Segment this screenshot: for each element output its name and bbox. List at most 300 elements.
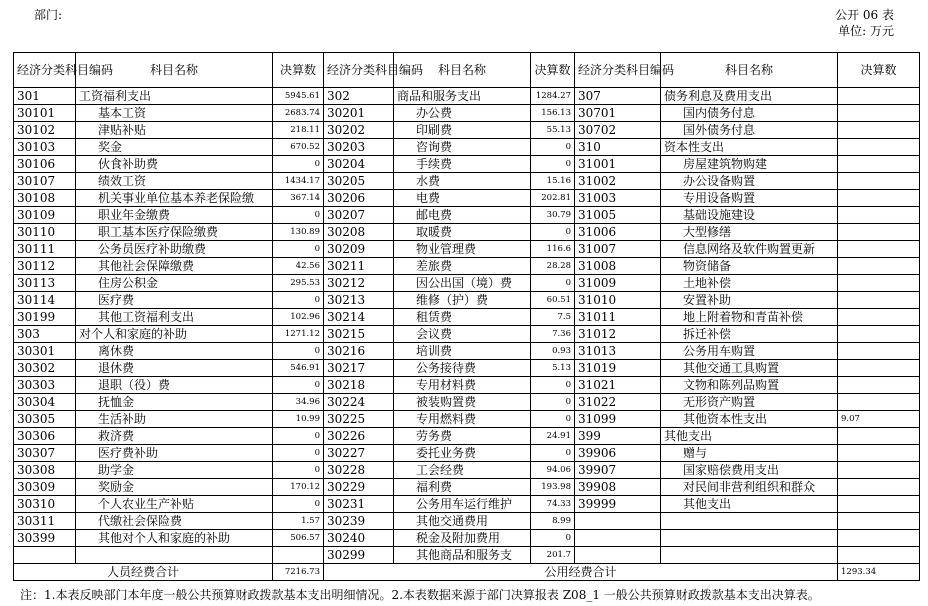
category-amount: 94.06: [531, 462, 575, 479]
category-code: 30209: [324, 241, 394, 258]
category-name: 奖励金: [76, 479, 273, 496]
category-code: 30215: [324, 326, 394, 343]
col-header-amount: 决算数: [273, 53, 324, 88]
category-amount: 5.13: [531, 360, 575, 377]
category-name: 专用燃料费: [394, 411, 531, 428]
category-amount: [838, 496, 920, 513]
category-code: 307: [575, 88, 661, 105]
category-code: 30101: [14, 105, 76, 122]
category-amount: 670.52: [273, 139, 324, 156]
category-code: 30299: [324, 547, 394, 564]
category-name: 劳务费: [394, 428, 531, 445]
category-code: 399: [575, 428, 661, 445]
table-row: [14, 241, 920, 258]
table-row: [14, 190, 920, 207]
category-code: 30310: [14, 496, 76, 513]
category-code: 31003: [575, 190, 661, 207]
table-row: [14, 360, 920, 377]
category-amount: [838, 343, 920, 360]
category-code: 30399: [14, 530, 76, 547]
col-header-code: 经济分类科目编码: [14, 53, 76, 88]
category-name: 地上附着物和青苗补偿: [661, 309, 838, 326]
category-name: 公务接待费: [394, 360, 531, 377]
category-amount: 193.98: [531, 479, 575, 496]
category-name: 福利费: [394, 479, 531, 496]
category-amount: 1271.12: [273, 326, 324, 343]
category-name: 其他商品和服务支: [394, 547, 531, 564]
category-code: 39908: [575, 479, 661, 496]
category-amount: [838, 428, 920, 445]
category-code: 31005: [575, 207, 661, 224]
category-name: [661, 513, 838, 530]
category-amount: [838, 275, 920, 292]
table-row: [14, 105, 920, 122]
category-code: 31001: [575, 156, 661, 173]
category-code: 30202: [324, 122, 394, 139]
category-code: 31012: [575, 326, 661, 343]
category-name: 印刷费: [394, 122, 531, 139]
category-amount: 116.6: [531, 241, 575, 258]
category-amount: 130.89: [273, 224, 324, 241]
category-code: 30308: [14, 462, 76, 479]
category-name: 其他工资福利支出: [76, 309, 273, 326]
category-amount: [838, 394, 920, 411]
category-name: 其他对个人和家庭的补助: [76, 530, 273, 547]
category-amount: [838, 292, 920, 309]
category-amount: 60.51: [531, 292, 575, 309]
category-code: 30240: [324, 530, 394, 547]
category-name: 离休费: [76, 343, 273, 360]
category-name: 税金及附加费用: [394, 530, 531, 547]
category-name: 基本工资: [76, 105, 273, 122]
category-name: 职业年金缴费: [76, 207, 273, 224]
category-name: 津贴补贴: [76, 122, 273, 139]
category-code: 302: [324, 88, 394, 105]
category-code: 31099: [575, 411, 661, 428]
personnel-total-label: 人员经费合计: [14, 564, 273, 581]
table-row: [14, 275, 920, 292]
category-code: 30106: [14, 156, 76, 173]
category-name: [661, 530, 838, 547]
category-code: 30102: [14, 122, 76, 139]
category-amount: [838, 530, 920, 547]
table-row: [14, 479, 920, 496]
category-code: 30205: [324, 173, 394, 190]
category-amount: [838, 122, 920, 139]
category-name: 医疗费补助: [76, 445, 273, 462]
category-name: 专用设备购置: [661, 190, 838, 207]
category-name: 住房公积金: [76, 275, 273, 292]
category-code: 30208: [324, 224, 394, 241]
category-code: 31013: [575, 343, 661, 360]
category-amount: 24.91: [531, 428, 575, 445]
category-name: 拆迁补偿: [661, 326, 838, 343]
category-amount: [838, 445, 920, 462]
category-code: 30228: [324, 462, 394, 479]
unit-label: 单位: 万元: [838, 24, 894, 38]
category-amount: 10.99: [273, 411, 324, 428]
category-code: 30303: [14, 377, 76, 394]
category-amount: [838, 462, 920, 479]
form-number: 公开 06 表: [835, 8, 894, 22]
category-amount: 7.36: [531, 326, 575, 343]
col-header-amount: 决算数: [531, 53, 575, 88]
category-name: 伙食补助费: [76, 156, 273, 173]
category-code: 30114: [14, 292, 76, 309]
col-header-code: 经济分类科目编码: [324, 53, 394, 88]
category-name: 物业管理费: [394, 241, 531, 258]
category-name: 国家赔偿费用支出: [661, 462, 838, 479]
category-amount: 1.57: [273, 513, 324, 530]
category-code: 39907: [575, 462, 661, 479]
personnel-total-value: 7216.73: [273, 564, 324, 581]
category-code: 30203: [324, 139, 394, 156]
category-amount: 2683.74: [273, 105, 324, 122]
category-amount: 55.13: [531, 122, 575, 139]
category-name: 其他交通费用: [394, 513, 531, 530]
public-total-value: 1293.34: [838, 564, 920, 581]
category-code: [14, 547, 76, 564]
table-row: [14, 411, 920, 428]
category-code: 30199: [14, 309, 76, 326]
category-code: 30201: [324, 105, 394, 122]
category-name: 水费: [394, 173, 531, 190]
category-code: 30311: [14, 513, 76, 530]
category-name: [661, 547, 838, 564]
category-amount: [838, 326, 920, 343]
public-total-label: 公用经费合计: [324, 564, 838, 581]
category-name: 其他支出: [661, 428, 838, 445]
category-amount: 74.33: [531, 496, 575, 513]
category-name: 工资福利支出: [76, 88, 273, 105]
category-name: 文物和陈列品购置: [661, 377, 838, 394]
category-amount: 42.56: [273, 258, 324, 275]
category-code: 31011: [575, 309, 661, 326]
category-name: 国外债务付息: [661, 122, 838, 139]
category-name: 公务用车运行维护: [394, 496, 531, 513]
category-code: 30231: [324, 496, 394, 513]
category-amount: 0: [531, 139, 575, 156]
category-amount: 0: [531, 411, 575, 428]
category-amount: [838, 105, 920, 122]
category-amount: [838, 88, 920, 105]
category-code: 30229: [324, 479, 394, 496]
category-amount: 15.16: [531, 173, 575, 190]
table-row: [14, 122, 920, 139]
category-amount: 0: [531, 530, 575, 547]
category-code: 30216: [324, 343, 394, 360]
category-code: 30204: [324, 156, 394, 173]
table-header-row: [14, 53, 920, 88]
category-code: 30113: [14, 275, 76, 292]
category-amount: [838, 139, 920, 156]
category-amount: 5945.61: [273, 88, 324, 105]
category-amount: 30.79: [531, 207, 575, 224]
category-name: 救济费: [76, 428, 273, 445]
category-name: 赠与: [661, 445, 838, 462]
category-amount: 8.99: [531, 513, 575, 530]
category-name: 会议费: [394, 326, 531, 343]
category-amount: [838, 258, 920, 275]
table-row: [14, 207, 920, 224]
category-amount: [838, 241, 920, 258]
category-amount: 0: [531, 275, 575, 292]
category-name: 土地补偿: [661, 275, 838, 292]
table-row: [14, 547, 920, 564]
category-name: 职工基本医疗保险缴费: [76, 224, 273, 241]
category-name: 信息网络及软件购置更新: [661, 241, 838, 258]
table-row: [14, 445, 920, 462]
department-label: 部门:: [34, 8, 63, 22]
category-name: 电费: [394, 190, 531, 207]
category-code: 30218: [324, 377, 394, 394]
category-code: 30213: [324, 292, 394, 309]
category-code: 30306: [14, 428, 76, 445]
category-name: [76, 547, 273, 564]
category-name: 邮电费: [394, 207, 531, 224]
category-amount: 0: [273, 496, 324, 513]
category-code: 30108: [14, 190, 76, 207]
category-name: 大型修缮: [661, 224, 838, 241]
table-row: [14, 292, 920, 309]
category-amount: 0: [531, 377, 575, 394]
category-amount: [838, 190, 920, 207]
category-code: 31008: [575, 258, 661, 275]
category-code: 30225: [324, 411, 394, 428]
category-name: 手续费: [394, 156, 531, 173]
table-row: [14, 258, 920, 275]
category-amount: [838, 207, 920, 224]
category-code: 31021: [575, 377, 661, 394]
table-row: [14, 513, 920, 530]
col-header-name: 科目名称: [661, 53, 838, 88]
category-code: 31007: [575, 241, 661, 258]
category-amount: 0: [531, 394, 575, 411]
category-name: 租赁费: [394, 309, 531, 326]
category-amount: 9.07: [838, 411, 920, 428]
category-amount: 0.93: [531, 343, 575, 360]
category-name: 其他交通工具购置: [661, 360, 838, 377]
category-code: 30227: [324, 445, 394, 462]
category-name: 工会经费: [394, 462, 531, 479]
category-code: 30211: [324, 258, 394, 275]
category-amount: 0: [273, 156, 324, 173]
category-amount: [838, 547, 920, 564]
category-amount: 0: [273, 377, 324, 394]
category-amount: 506.57: [273, 530, 324, 547]
category-code: 30224: [324, 394, 394, 411]
category-name: 取暖费: [394, 224, 531, 241]
category-name: 咨询费: [394, 139, 531, 156]
footnote: 注：1.本表反映部门本年度一般公共预算财政拨款基本支出明细情况。2.本表数据来源于部门决算报表 Z08_1 一般公共预算财政拨款基本支出决算表。: [20, 588, 820, 602]
category-amount: 201.7: [531, 547, 575, 564]
category-amount: 0: [273, 207, 324, 224]
category-name: 安置补助: [661, 292, 838, 309]
category-name: 机关事业单位基本养老保险缴: [76, 190, 273, 207]
category-amount: [838, 309, 920, 326]
category-amount: [838, 156, 920, 173]
category-amount: [838, 360, 920, 377]
category-name: 被装购置费: [394, 394, 531, 411]
category-name: 差旅费: [394, 258, 531, 275]
category-amount: 546.91: [273, 360, 324, 377]
category-name: 退休费: [76, 360, 273, 377]
category-code: 30302: [14, 360, 76, 377]
category-code: [575, 513, 661, 530]
category-amount: 218.11: [273, 122, 324, 139]
category-amount: 0: [273, 462, 324, 479]
category-code: 30309: [14, 479, 76, 496]
category-code: 303: [14, 326, 76, 343]
category-name: 奖金: [76, 139, 273, 156]
category-code: 30701: [575, 105, 661, 122]
category-name: 其他支出: [661, 496, 838, 513]
category-amount: [273, 547, 324, 564]
category-name: 对个人和家庭的补助: [76, 326, 273, 343]
category-amount: [838, 513, 920, 530]
category-code: 30307: [14, 445, 76, 462]
category-amount: 1434.17: [273, 173, 324, 190]
category-code: 30217: [324, 360, 394, 377]
table-row: [14, 343, 920, 360]
category-name: 无形资产购置: [661, 394, 838, 411]
category-amount: 0: [273, 292, 324, 309]
category-amount: 1284.27: [531, 88, 575, 105]
category-code: 30239: [324, 513, 394, 530]
category-amount: 7.5: [531, 309, 575, 326]
table-row: [14, 326, 920, 343]
category-amount: 367.14: [273, 190, 324, 207]
table-row: [14, 394, 920, 411]
category-code: [575, 547, 661, 564]
expenditure-table: [13, 52, 920, 581]
category-code: 31006: [575, 224, 661, 241]
category-amount: 0: [273, 241, 324, 258]
category-code: 30305: [14, 411, 76, 428]
table-row: [14, 496, 920, 513]
table-row: [14, 173, 920, 190]
category-name: 基础设施建设: [661, 207, 838, 224]
category-amount: 0: [531, 156, 575, 173]
category-name: 公务用车购置: [661, 343, 838, 360]
category-name: 其他资本性支出: [661, 411, 838, 428]
category-amount: 0: [531, 445, 575, 462]
table-row: [14, 428, 920, 445]
totals-row: [14, 564, 920, 581]
category-code: 30207: [324, 207, 394, 224]
category-amount: 0: [531, 224, 575, 241]
category-name: 办公费: [394, 105, 531, 122]
category-code: 30111: [14, 241, 76, 258]
table-row: [14, 139, 920, 156]
category-amount: 28.28: [531, 258, 575, 275]
category-name: 办公设备购置: [661, 173, 838, 190]
category-code: 31022: [575, 394, 661, 411]
category-amount: 34.96: [273, 394, 324, 411]
category-code: 31009: [575, 275, 661, 292]
table-row: [14, 88, 920, 105]
category-name: 委托业务费: [394, 445, 531, 462]
category-name: 债务利息及费用支出: [661, 88, 838, 105]
category-code: 30112: [14, 258, 76, 275]
category-name: 对民间非营利组织和群众: [661, 479, 838, 496]
table-row: [14, 156, 920, 173]
col-header-name: 科目名称: [394, 53, 531, 88]
category-code: 301: [14, 88, 76, 105]
table-row: [14, 530, 920, 547]
category-amount: [838, 224, 920, 241]
category-name: 培训费: [394, 343, 531, 360]
table-row: [14, 309, 920, 326]
category-code: 31002: [575, 173, 661, 190]
table-row: [14, 377, 920, 394]
category-code: 30103: [14, 139, 76, 156]
category-amount: 0: [273, 428, 324, 445]
category-name: 个人农业生产补贴: [76, 496, 273, 513]
category-code: 30702: [575, 122, 661, 139]
category-code: 30226: [324, 428, 394, 445]
category-name: 专用材料费: [394, 377, 531, 394]
category-code: 30304: [14, 394, 76, 411]
category-name: 助学金: [76, 462, 273, 479]
category-name: 生活补助: [76, 411, 273, 428]
table-row: [14, 224, 920, 241]
category-name: 物资储备: [661, 258, 838, 275]
category-code: [575, 530, 661, 547]
category-code: 39999: [575, 496, 661, 513]
category-code: 30107: [14, 173, 76, 190]
category-name: 商品和服务支出: [394, 88, 531, 105]
category-code: 310: [575, 139, 661, 156]
category-name: 代缴社会保险费: [76, 513, 273, 530]
category-amount: [838, 173, 920, 190]
category-code: 30109: [14, 207, 76, 224]
category-name: 其他社会保障缴费: [76, 258, 273, 275]
col-header-amount: 决算数: [838, 53, 920, 88]
category-code: 31010: [575, 292, 661, 309]
category-name: 抚恤金: [76, 394, 273, 411]
category-name: 国内债务付息: [661, 105, 838, 122]
category-name: 绩效工资: [76, 173, 273, 190]
table-row: [14, 462, 920, 479]
category-name: 公务员医疗补助缴费: [76, 241, 273, 258]
category-amount: [838, 479, 920, 496]
category-code: 30212: [324, 275, 394, 292]
category-code: 30301: [14, 343, 76, 360]
col-header-name: 科目名称: [76, 53, 273, 88]
category-code: 31019: [575, 360, 661, 377]
category-amount: 0: [273, 445, 324, 462]
category-amount: 202.81: [531, 190, 575, 207]
category-code: 30206: [324, 190, 394, 207]
col-header-code: 经济分类科目编码: [575, 53, 661, 88]
category-amount: [838, 377, 920, 394]
category-name: 因公出国（境）费: [394, 275, 531, 292]
category-code: 39906: [575, 445, 661, 462]
category-amount: 102.96: [273, 309, 324, 326]
category-name: 医疗费: [76, 292, 273, 309]
category-name: 房屋建筑物购建: [661, 156, 838, 173]
category-code: 30214: [324, 309, 394, 326]
category-name: 退职（役）费: [76, 377, 273, 394]
category-name: 资本性支出: [661, 139, 838, 156]
category-amount: 295.53: [273, 275, 324, 292]
category-code: 30110: [14, 224, 76, 241]
category-amount: 170.12: [273, 479, 324, 496]
category-name: 维修（护）费: [394, 292, 531, 309]
category-amount: 0: [273, 343, 324, 360]
category-amount: 156.13: [531, 105, 575, 122]
